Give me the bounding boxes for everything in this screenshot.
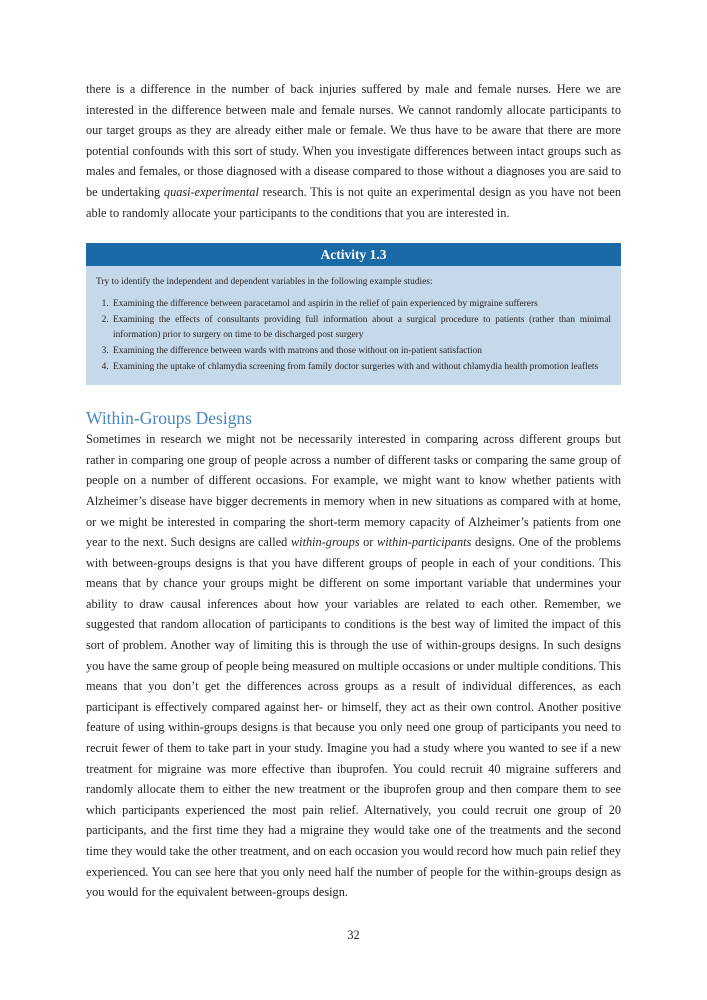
activity-box <box>86 243 621 385</box>
paragraph-text: Sometimes in research we might not be necessarily interested in comparing across different groups but rather in comparing one group of people across a number of different tasks or comparing the same group of people on a number of different occasions. For example, we might want to know whether patients with Alzheimer’s disease have bigger decrements in memory when in new situations as compared with at home, or we might be interested in comparing the short-term memory capacity of Alzheimer’s patients from one year to the next. Such designs are called <box>86 432 621 550</box>
activity-title: Activity 1.3 <box>86 243 621 266</box>
activity-item: 2. Examining the effects of consultants providing full information about a surgical procedure to patients (rather than minimal information) prior to surgery on time to be discharged post surgery <box>111 313 611 344</box>
emphasis-term: quasi-experimental <box>163 184 259 199</box>
activity-item: 1. Examining the difference between paracetamol and aspirin in the relief of pain experienced by migraine sufferers <box>111 297 611 313</box>
section-heading: Within-Groups Designs <box>86 408 253 429</box>
section-paragraph <box>86 429 621 903</box>
intro-paragraph <box>86 79 621 223</box>
activity-item: 4. Examining the uptake of chlamydia screening from family doctor surgeries with and without chlamydia health promotion leaflets <box>111 360 611 376</box>
paragraph-text: or <box>359 535 378 550</box>
page-number: 32 <box>347 928 360 942</box>
activity-intro: Try to identify the independent and dependent variables in the following example studies: <box>96 277 433 288</box>
emphasis-term: within-groups <box>290 535 360 550</box>
paragraph-text: designs. One of the problems with between-groups designs is that you have different groups of people in each of your conditions. This means that by chance your groups might be different on some important variable that undermines your ability to draw causal inferences about how your variables are related to each other. Remember, we suggested that random allocation of participants to conditions is the best way of limited the impact of this sort of problem. Another way of limiting this is through the use of within-groups designs. In such designs you have the same group of people being measured on multiple occasions or under multiple conditions. This means that you don’t get the differences across groups as a result of individual differences, as each participant is effectively compared against her- or himself, they act as their own control. Another positive feature of using within-groups designs is that because you only need one group of participants you need to recruit fewer of them to take part in your study. Imagine you had a study where you wanted to see if a new treatment for migraine was more effective than ibuprofen. You could recruit 40 migraine sufferers and randomly allocate them to either the new treatment or the ibuprofen group and then compare them to see which participants experienced the most pain relief. Alternatively, you could recruit one group of 20 participants, and the first time they had a migraine they would take one of the treatments and the second time they would take the other treatment, and on each occasion you would record how much pain relief they experienced. You can see here that you only need half the number of people for the within-groups design as you would for the equivalent between-groups design. <box>86 535 621 900</box>
emphasis-term: within-participants <box>377 535 472 550</box>
paragraph-text: there is a difference in the number of back injuries suffered by male and female nurses. Here we are interested in the difference between male and female nurses. We cannot randomly allocate participants to our target groups as they are already either male or female. We thus have to be aware that there are more potential confounds with this sort of study. When you investigate differences between intact groups such as males and females, or those diagnosed with a disease compared to those without a diagnoses you are said to be undertaking <box>86 82 621 199</box>
activity-list <box>86 297 621 385</box>
activity-item: 3. Examining the difference between wards with matrons and those without on in-patient satisfaction <box>111 344 611 360</box>
page-content <box>86 79 621 903</box>
paragraph-text: research. This is not quite an experimental design as you have not been able to randomly allocate your participants to the conditions that you are interested in. <box>86 184 621 220</box>
